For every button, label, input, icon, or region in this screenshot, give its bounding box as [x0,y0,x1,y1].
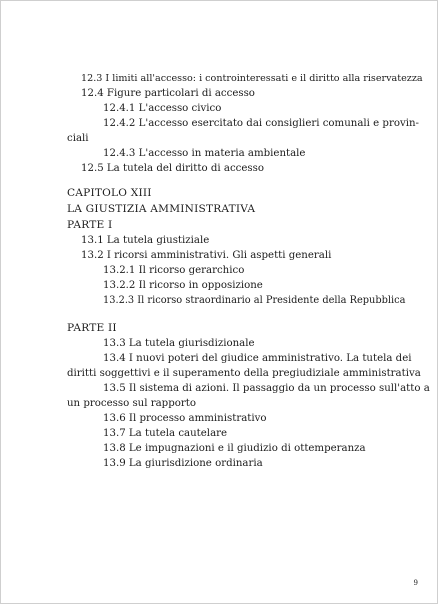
toc-entry-13-2: 13.2 I ricorsi amministrativi. Gli aspetti generali [81,250,332,261]
toc-entry-12-4-2: 12.4.2 L'accesso esercitato dai consiglieri comunali e provin- [103,118,419,129]
toc-entry-12-4-3: 12.4.3 L'accesso in materia ambientale [103,148,306,159]
toc-entry-13-7: 13.7 La tutela cautelare [103,428,228,439]
toc-entry-13-8: 13.8 Le impugnazioni e il giudizio di ottemperanza [103,443,366,454]
chapter-title: LA GIUSTIZIA AMMINISTRATIVA [67,203,256,215]
toc-entry-13-2-2: 13.2.2 Il ricorso in opposizione [103,280,263,291]
toc-entry-13-2-3: 13.2.3 Il ricorso straordinario al Presidente della Repubblica [103,295,406,306]
toc-entry-12-4: 12.4 Figure particolari di accesso [81,88,255,99]
page-number: 9 [413,579,418,587]
toc-entry-12-5: 12.5 La tutela del diritto di accesso [81,163,264,174]
toc-entry-13-4: 13.4 I nuovi poteri del giudice amministrativo. La tutela dei [103,353,412,364]
toc-entry-13-2-1: 13.2.1 Il ricorso gerarchico [103,265,245,276]
toc-entry-13-9: 13.9 La giurisdizione ordinaria [103,458,263,469]
toc-entry-12-4-2-cont: ciali [67,133,89,144]
toc-entry-13-5-cont: un processo sul rapporto [67,398,196,409]
part-2-label: PARTE II [67,322,117,334]
toc-entry-13-6: 13.6 Il processo amministrativo [103,413,267,424]
part-1-label: PARTE I [67,219,113,231]
toc-entry-13-1: 13.1 La tutela giustiziale [81,235,210,246]
toc-entry-12-4-1: 12.4.1 L'accesso civico [103,103,222,114]
toc-entry-13-5: 13.5 Il sistema di azioni. Il passaggio da un processo sull'atto a [103,383,430,394]
chapter-label: CAPITOLO XIII [67,187,152,199]
toc-entry-13-4-cont: diritti soggettivi e il superamento della pregiudiziale amministrativa [67,368,421,379]
toc-entry-12-3: 12.3 I limiti all'accesso: i controinteressati e il diritto alla riservatezza [81,73,423,84]
toc-entry-13-3: 13.3 La tutela giurisdizionale [103,338,255,349]
